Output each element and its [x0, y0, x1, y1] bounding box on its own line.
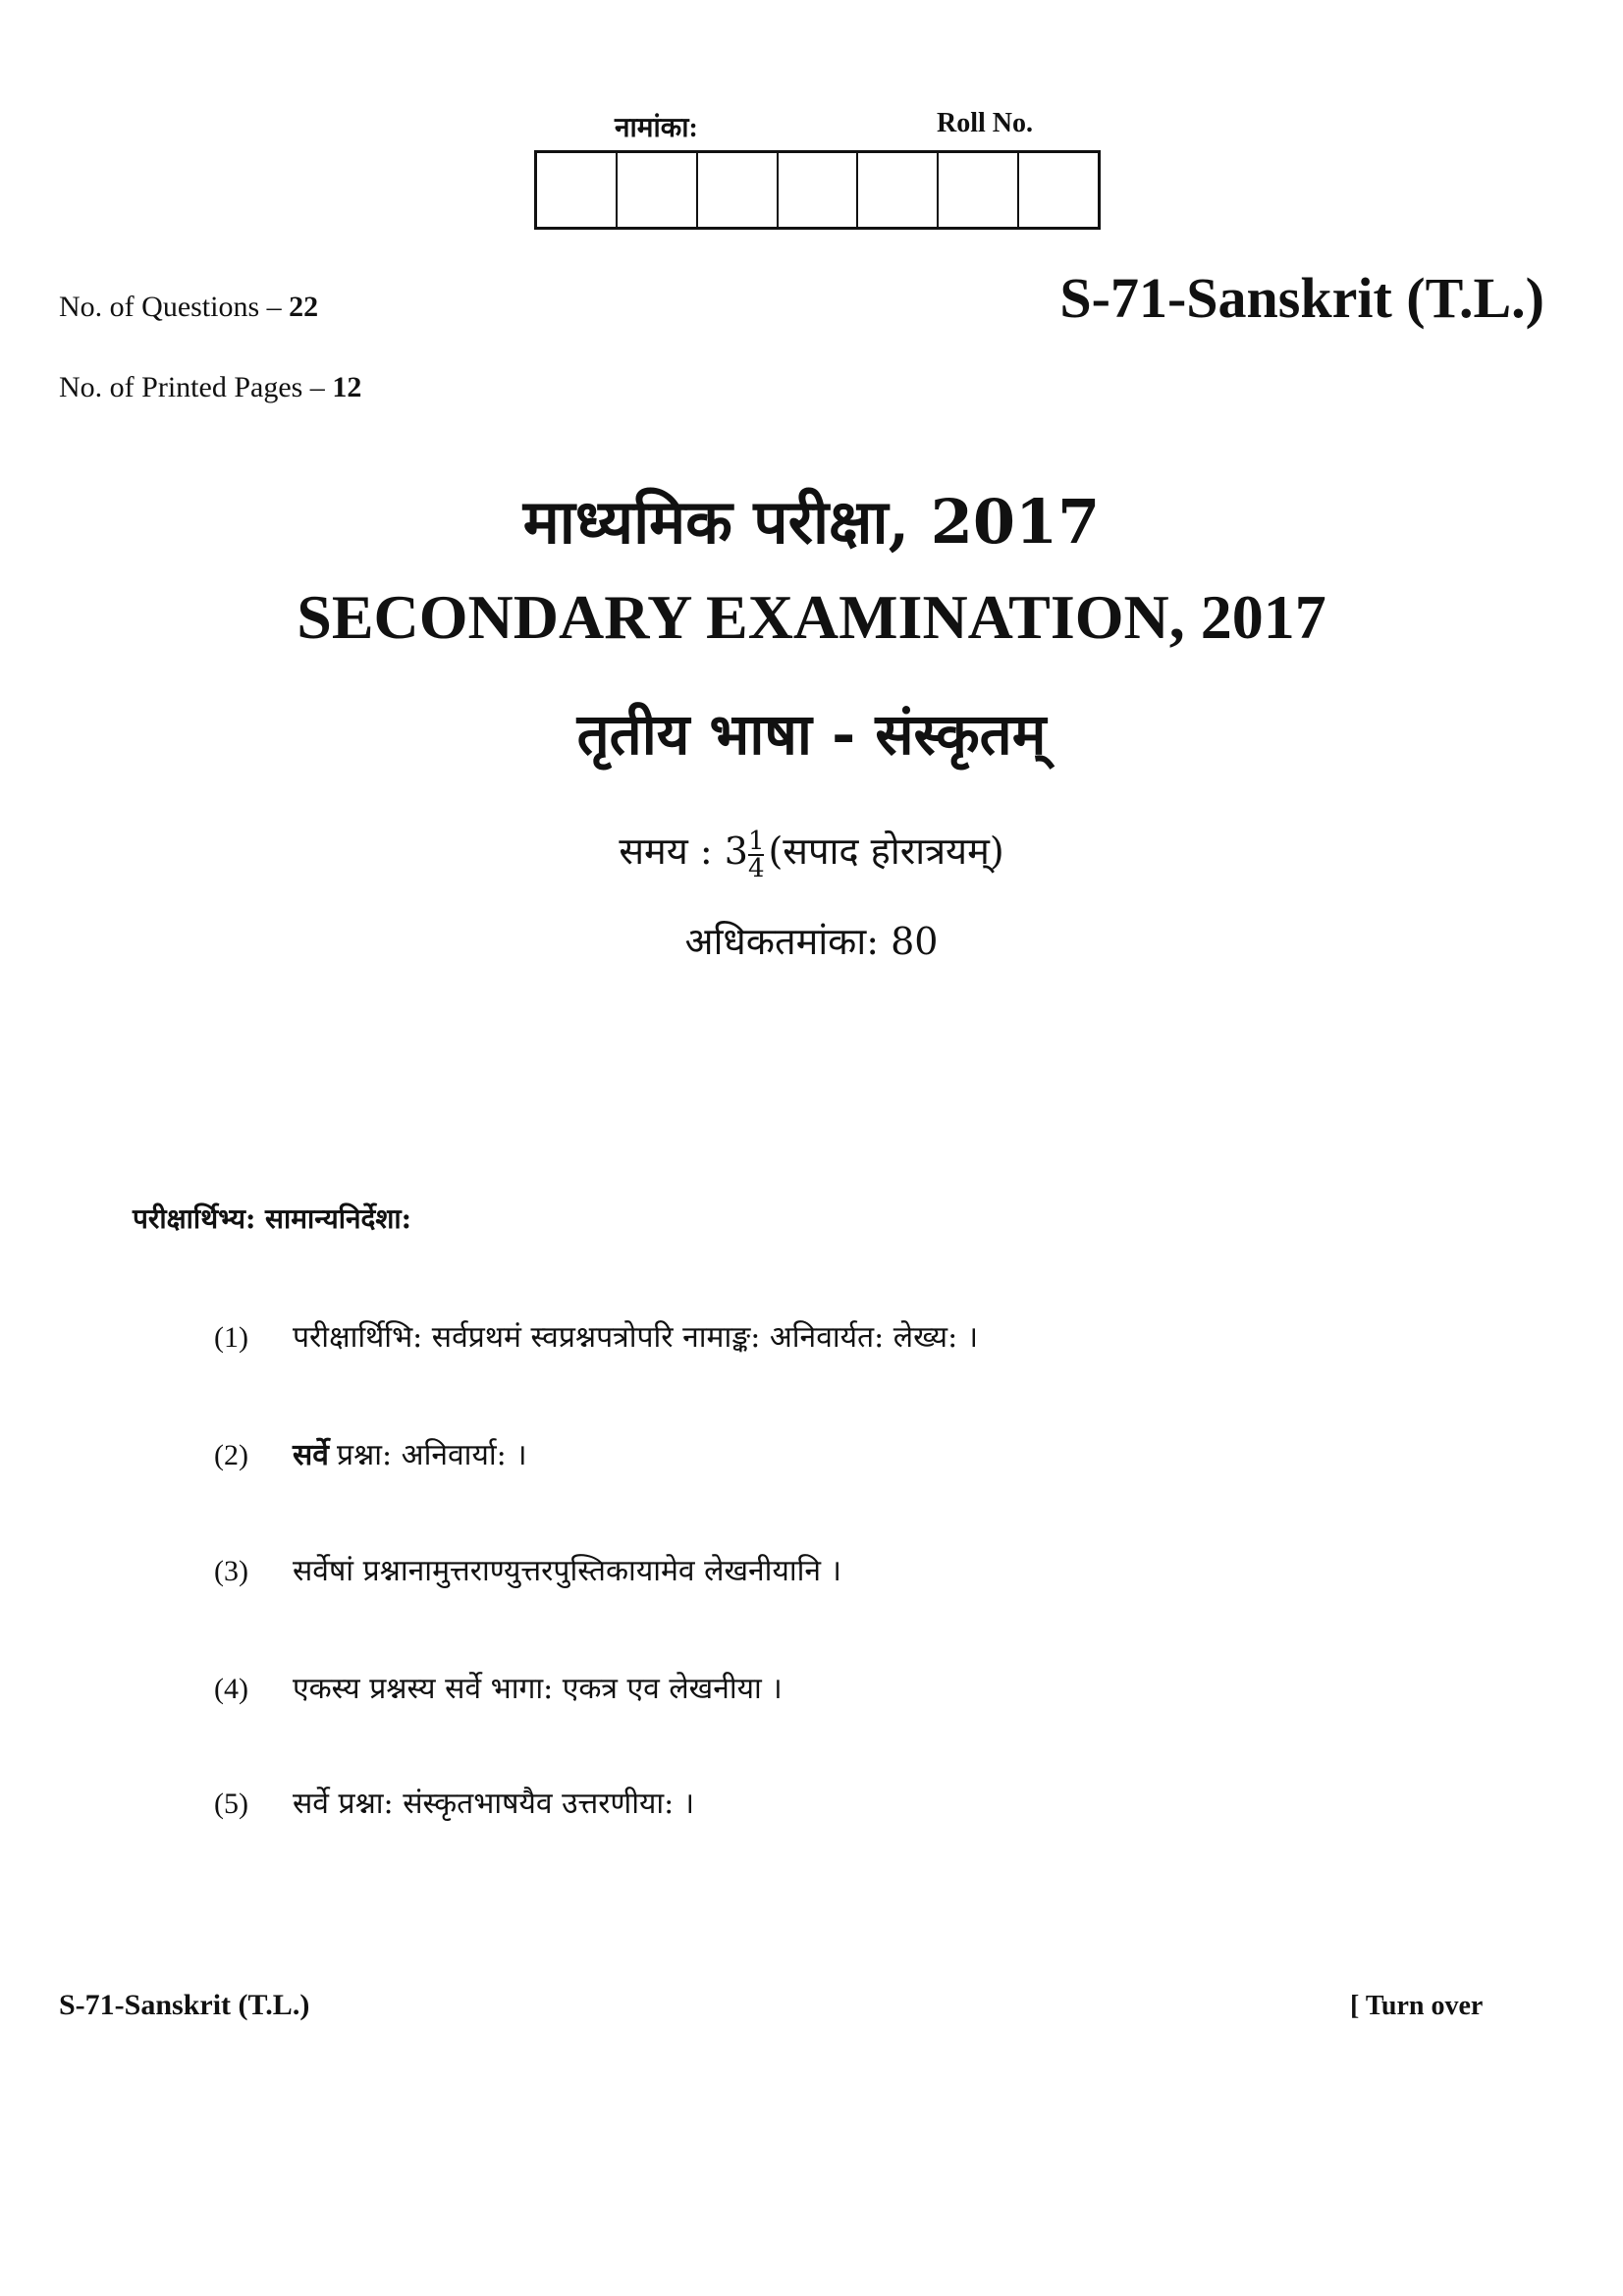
max-marks: अधिकतमांका: 80: [684, 920, 939, 963]
roll-digit-box[interactable]: [939, 153, 1019, 227]
roll-label-english: Roll No.: [937, 108, 1033, 138]
pages-value: 12: [332, 371, 362, 403]
instruction-item: [214, 1667, 783, 1707]
roll-digit-box[interactable]: [698, 153, 779, 227]
roll-digit-box[interactable]: [537, 153, 618, 227]
fraction-numerator: 1: [747, 826, 765, 856]
item-text: परीक्षार्थिभि: सर्वप्रथमं स्वप्रश्नपत्रोपरि नामाङ्क: अनिवार्यत: लेख्य: ।: [293, 1320, 979, 1355]
instruction-item: [214, 1433, 527, 1473]
instruction-item: [214, 1315, 978, 1356]
item-text: सर्वे प्रश्ना: संस्कृतभाषयैव उत्तरणीया: ।: [293, 1787, 695, 1821]
pages-label: No. of Printed Pages –: [59, 371, 333, 403]
item-number: (1): [214, 1321, 248, 1354]
item-text: सर्वेषां प्रश्नानामुत्तराण्युत्तरपुस्तिकायामेव लेखनीयानि ।: [293, 1554, 841, 1588]
paper-code-title: S-71-Sanskrit (T.L.): [1059, 266, 1544, 330]
item-text: प्रश्ना: अनिवार्या: ।: [336, 1438, 527, 1472]
item-bold-text: सर्वे: [293, 1438, 329, 1472]
time-allowed: [0, 825, 1623, 881]
exam-title-hindi: माध्यमिक परीक्षा, 2017: [522, 486, 1101, 558]
questions-count: [59, 291, 318, 324]
instruction-item: [214, 1549, 841, 1589]
instruction-item: [214, 1782, 694, 1822]
item-number: (3): [214, 1555, 248, 1587]
subject-title: तृतीय भाषा - संस्कृतम्: [576, 701, 1047, 768]
fraction-denominator: 4: [747, 853, 765, 883]
time-label: समय : 3: [619, 829, 748, 873]
roll-digit-box[interactable]: [618, 153, 698, 227]
roll-number-boxes: [534, 150, 1101, 230]
item-text: एकस्य प्रश्नस्य सर्वे भागा: एकत्र एव लेखनीया ।: [293, 1672, 783, 1706]
instructions-heading: परीक्षार्थिभ्य: सामान्यनिर्देशा:: [133, 1202, 412, 1235]
questions-label: No. of Questions –: [59, 291, 290, 323]
time-fraction: [748, 828, 765, 881]
exam-title-english: SECONDARY EXAMINATION, 2017: [297, 582, 1326, 652]
roll-label-hindi: नामांका:: [615, 113, 698, 143]
printed-pages-count: [59, 371, 361, 404]
turn-over-note: [ Turn over: [1350, 1991, 1484, 2021]
item-number: (2): [214, 1439, 248, 1471]
roll-digit-box[interactable]: [779, 153, 859, 227]
roll-digit-box[interactable]: [1019, 153, 1098, 227]
time-text: (सपाद होरात्रयम्): [768, 829, 1004, 873]
roll-digit-box[interactable]: [858, 153, 939, 227]
item-number: (5): [214, 1788, 248, 1820]
questions-value: 22: [289, 291, 319, 323]
item-number: (4): [214, 1673, 248, 1705]
footer-paper-code: S-71-Sanskrit (T.L.): [59, 1989, 310, 2021]
